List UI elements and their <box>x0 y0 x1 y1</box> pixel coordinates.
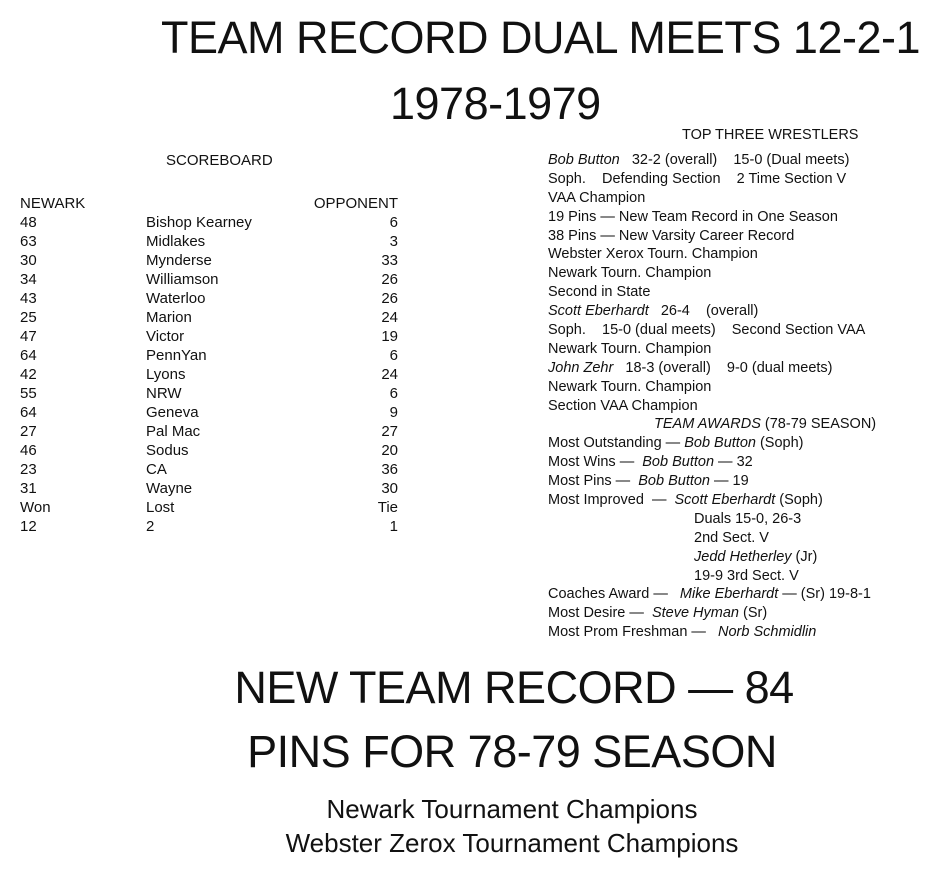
text-fragment: (Soph) <box>755 435 804 452</box>
person-name: Mike Eberhardt <box>679 586 779 603</box>
award-line <box>548 548 876 567</box>
award-line <box>548 472 876 491</box>
opponent-score: 24 <box>381 366 398 383</box>
wrestler-line <box>548 245 876 264</box>
text-fragment: VAA Champion <box>548 189 646 206</box>
text-fragment: 18-3 (overall) 9-0 (dual meets) <box>613 359 833 376</box>
wrestler-line <box>548 359 876 378</box>
person-name: Jedd Hetherley <box>694 548 792 565</box>
opponent-score: 19 <box>381 328 398 345</box>
person-name: Bob Button <box>638 473 710 490</box>
person-name: Bob Button <box>548 152 620 168</box>
newark-score: 43 <box>20 290 37 307</box>
person-name: Scott Eberhardt <box>674 492 776 509</box>
wrestler-line <box>548 283 876 302</box>
won-count: 12 <box>20 518 37 535</box>
award-line <box>548 491 876 510</box>
scoreboard-newark-column <box>20 194 85 536</box>
team-record-line-2: PINS FOR 78-79 SEASON <box>247 726 777 777</box>
wrestler-line <box>548 170 876 189</box>
text-fragment: Soph. 15-0 (dual meets) Second Section VAA <box>548 322 866 339</box>
tournament-champions-2: Webster Zerox Tournament Champions <box>285 828 739 858</box>
newark-column-header: NEWARK <box>20 195 86 212</box>
tie-count: 1 <box>389 518 398 535</box>
newark-score: 55 <box>20 385 37 402</box>
newark-score: 31 <box>20 480 37 497</box>
scoreboard-team-column <box>146 194 252 536</box>
wrestler-line <box>548 397 876 416</box>
tournament-champions-1: Newark Tournament Champions <box>326 794 698 824</box>
award-line <box>548 453 876 472</box>
opponent-score: 30 <box>381 480 398 497</box>
text-fragment: 19 Pins — New Team Record in One Season <box>548 208 838 225</box>
person-name: Norb Schmidlin <box>718 624 817 641</box>
person-name: Bob Button <box>642 454 715 471</box>
newark-score: 34 <box>20 271 37 288</box>
opponent-score: 6 <box>389 347 398 364</box>
text-fragment: 32-2 (overall) 15-0 (Dual meets) <box>619 152 850 168</box>
text-fragment: 38 Pins — New Varsity Career Record <box>548 227 795 244</box>
text-fragment: 26-4 (overall) <box>648 303 759 320</box>
award-line <box>548 623 876 642</box>
person-name: Bob Button <box>684 435 756 452</box>
opponent-score: 26 <box>381 290 398 307</box>
opponent-team-name: Williamson <box>146 271 219 288</box>
text-fragment: 19-9 3rd Sect. V <box>694 567 799 584</box>
text-fragment: (Jr) <box>791 548 818 565</box>
opponent-team-name: Mynderse <box>146 252 212 269</box>
text-fragment: — (Sr) 19-8-1 <box>778 586 871 603</box>
text-fragment: Newark Tourn. Champion <box>548 265 712 282</box>
text-fragment: Coaches Award — <box>548 586 680 603</box>
opponent-team-name: Geneva <box>146 404 199 421</box>
award-line <box>548 604 876 623</box>
opponent-score: 9 <box>389 404 398 421</box>
wrestler-line <box>548 321 876 340</box>
scoreboard-heading: SCOREBOARD <box>166 152 273 169</box>
won-label: Won <box>20 499 51 516</box>
opponent-team-name: Pal Mac <box>146 423 201 440</box>
opponent-score: 3 <box>389 233 398 250</box>
opponent-team-name: PennYan <box>146 347 207 364</box>
newark-score: 63 <box>20 233 37 250</box>
opponent-team-name: Waterloo <box>146 290 206 307</box>
page-title: TEAM RECORD DUAL MEETS 12-2-1 <box>161 12 920 63</box>
opponent-score: 27 <box>381 423 398 440</box>
text-fragment: Most Prom Freshman — <box>548 624 719 641</box>
text-fragment: Duals 15-0, 26-3 <box>694 510 802 527</box>
opponent-team-name: Midlakes <box>146 233 206 250</box>
text-fragment: 2nd Sect. V <box>694 529 769 546</box>
text-fragment: Most Outstanding — <box>548 435 685 452</box>
text-fragment: — 32 <box>714 454 753 471</box>
person-name: John Zehr <box>548 359 614 376</box>
newark-score: 23 <box>20 461 37 478</box>
tie-label: Tie <box>377 499 398 516</box>
award-line <box>548 529 876 548</box>
opponent-score: 24 <box>381 309 398 326</box>
award-line <box>548 585 876 604</box>
team-awards-heading <box>548 415 876 434</box>
wrestler-line <box>548 302 876 321</box>
text-fragment: — 19 <box>710 473 749 490</box>
opponent-score: 33 <box>381 252 398 269</box>
opponent-score: 20 <box>381 442 398 459</box>
wrestler-line <box>548 340 876 359</box>
season-years: 1978-1979 <box>390 78 601 129</box>
newark-score: 30 <box>20 252 37 269</box>
opponent-team-name: Lyons <box>146 366 186 383</box>
wrestler-line <box>548 378 876 397</box>
text-fragment: Most Desire — <box>548 605 652 622</box>
person-name: Steve Hyman <box>651 605 739 622</box>
text-fragment: (Soph) <box>775 492 823 509</box>
text-fragment: Newark Tourn. Champion <box>548 340 712 357</box>
wrestlers-and-awards <box>548 151 876 642</box>
award-line <box>548 567 876 586</box>
opponent-column-header: OPPONENT <box>313 195 398 212</box>
opponent-team-name: NRW <box>146 385 182 402</box>
text-fragment: Webster Xerox Tourn. Champion <box>548 246 758 263</box>
opponent-team-name: Victor <box>146 328 185 345</box>
person-name: Scott Eberhardt <box>548 303 649 320</box>
newark-score: 47 <box>20 328 37 345</box>
opponent-score: 6 <box>389 214 398 231</box>
opponent-score: 26 <box>381 271 398 288</box>
team-awards-title: TEAM AWARDS <box>654 416 761 433</box>
opponent-team-name: Bishop Kearney <box>146 214 252 231</box>
award-line <box>548 434 876 453</box>
lost-count: 2 <box>146 518 155 535</box>
newark-score: 25 <box>20 309 37 326</box>
text-fragment: Newark Tourn. Champion <box>548 378 712 395</box>
text-fragment: Most Pins — <box>548 473 639 490</box>
opponent-team-name: CA <box>146 461 167 478</box>
opponent-team-name: Wayne <box>146 480 193 497</box>
newark-score: 42 <box>20 366 37 383</box>
text-fragment: Soph. Defending Section 2 Time Section V <box>548 170 847 187</box>
wrestler-line <box>548 264 876 283</box>
text-fragment: Second in State <box>548 284 651 301</box>
top-wrestlers-heading: TOP THREE WRESTLERS <box>682 127 859 143</box>
opponent-team-name: Sodus <box>146 442 189 459</box>
wrestler-line <box>548 151 876 170</box>
newark-score: 48 <box>20 214 37 231</box>
opponent-team-name: Marion <box>146 309 192 326</box>
newark-score: 64 <box>20 347 37 364</box>
wrestler-line <box>548 208 876 227</box>
newark-score: 27 <box>20 423 37 440</box>
text-fragment: Section VAA Champion <box>548 397 698 414</box>
wrestler-line <box>548 189 876 208</box>
opponent-score: 36 <box>381 461 398 478</box>
team-record-line-1: NEW TEAM RECORD — 84 <box>234 662 794 713</box>
scoreboard-opponent-column <box>290 194 398 536</box>
lost-label: Lost <box>146 499 175 516</box>
text-fragment: (Sr) <box>738 605 768 622</box>
opponent-score: 6 <box>389 385 398 402</box>
text-fragment: Most Improved — <box>548 492 675 509</box>
text-fragment: Most Wins — <box>548 454 643 471</box>
team-awards-season: (78-79 SEASON) <box>760 416 877 433</box>
newark-score: 64 <box>20 404 37 421</box>
wrestler-line <box>548 227 876 246</box>
award-line <box>548 510 876 529</box>
newark-score: 46 <box>20 442 37 459</box>
